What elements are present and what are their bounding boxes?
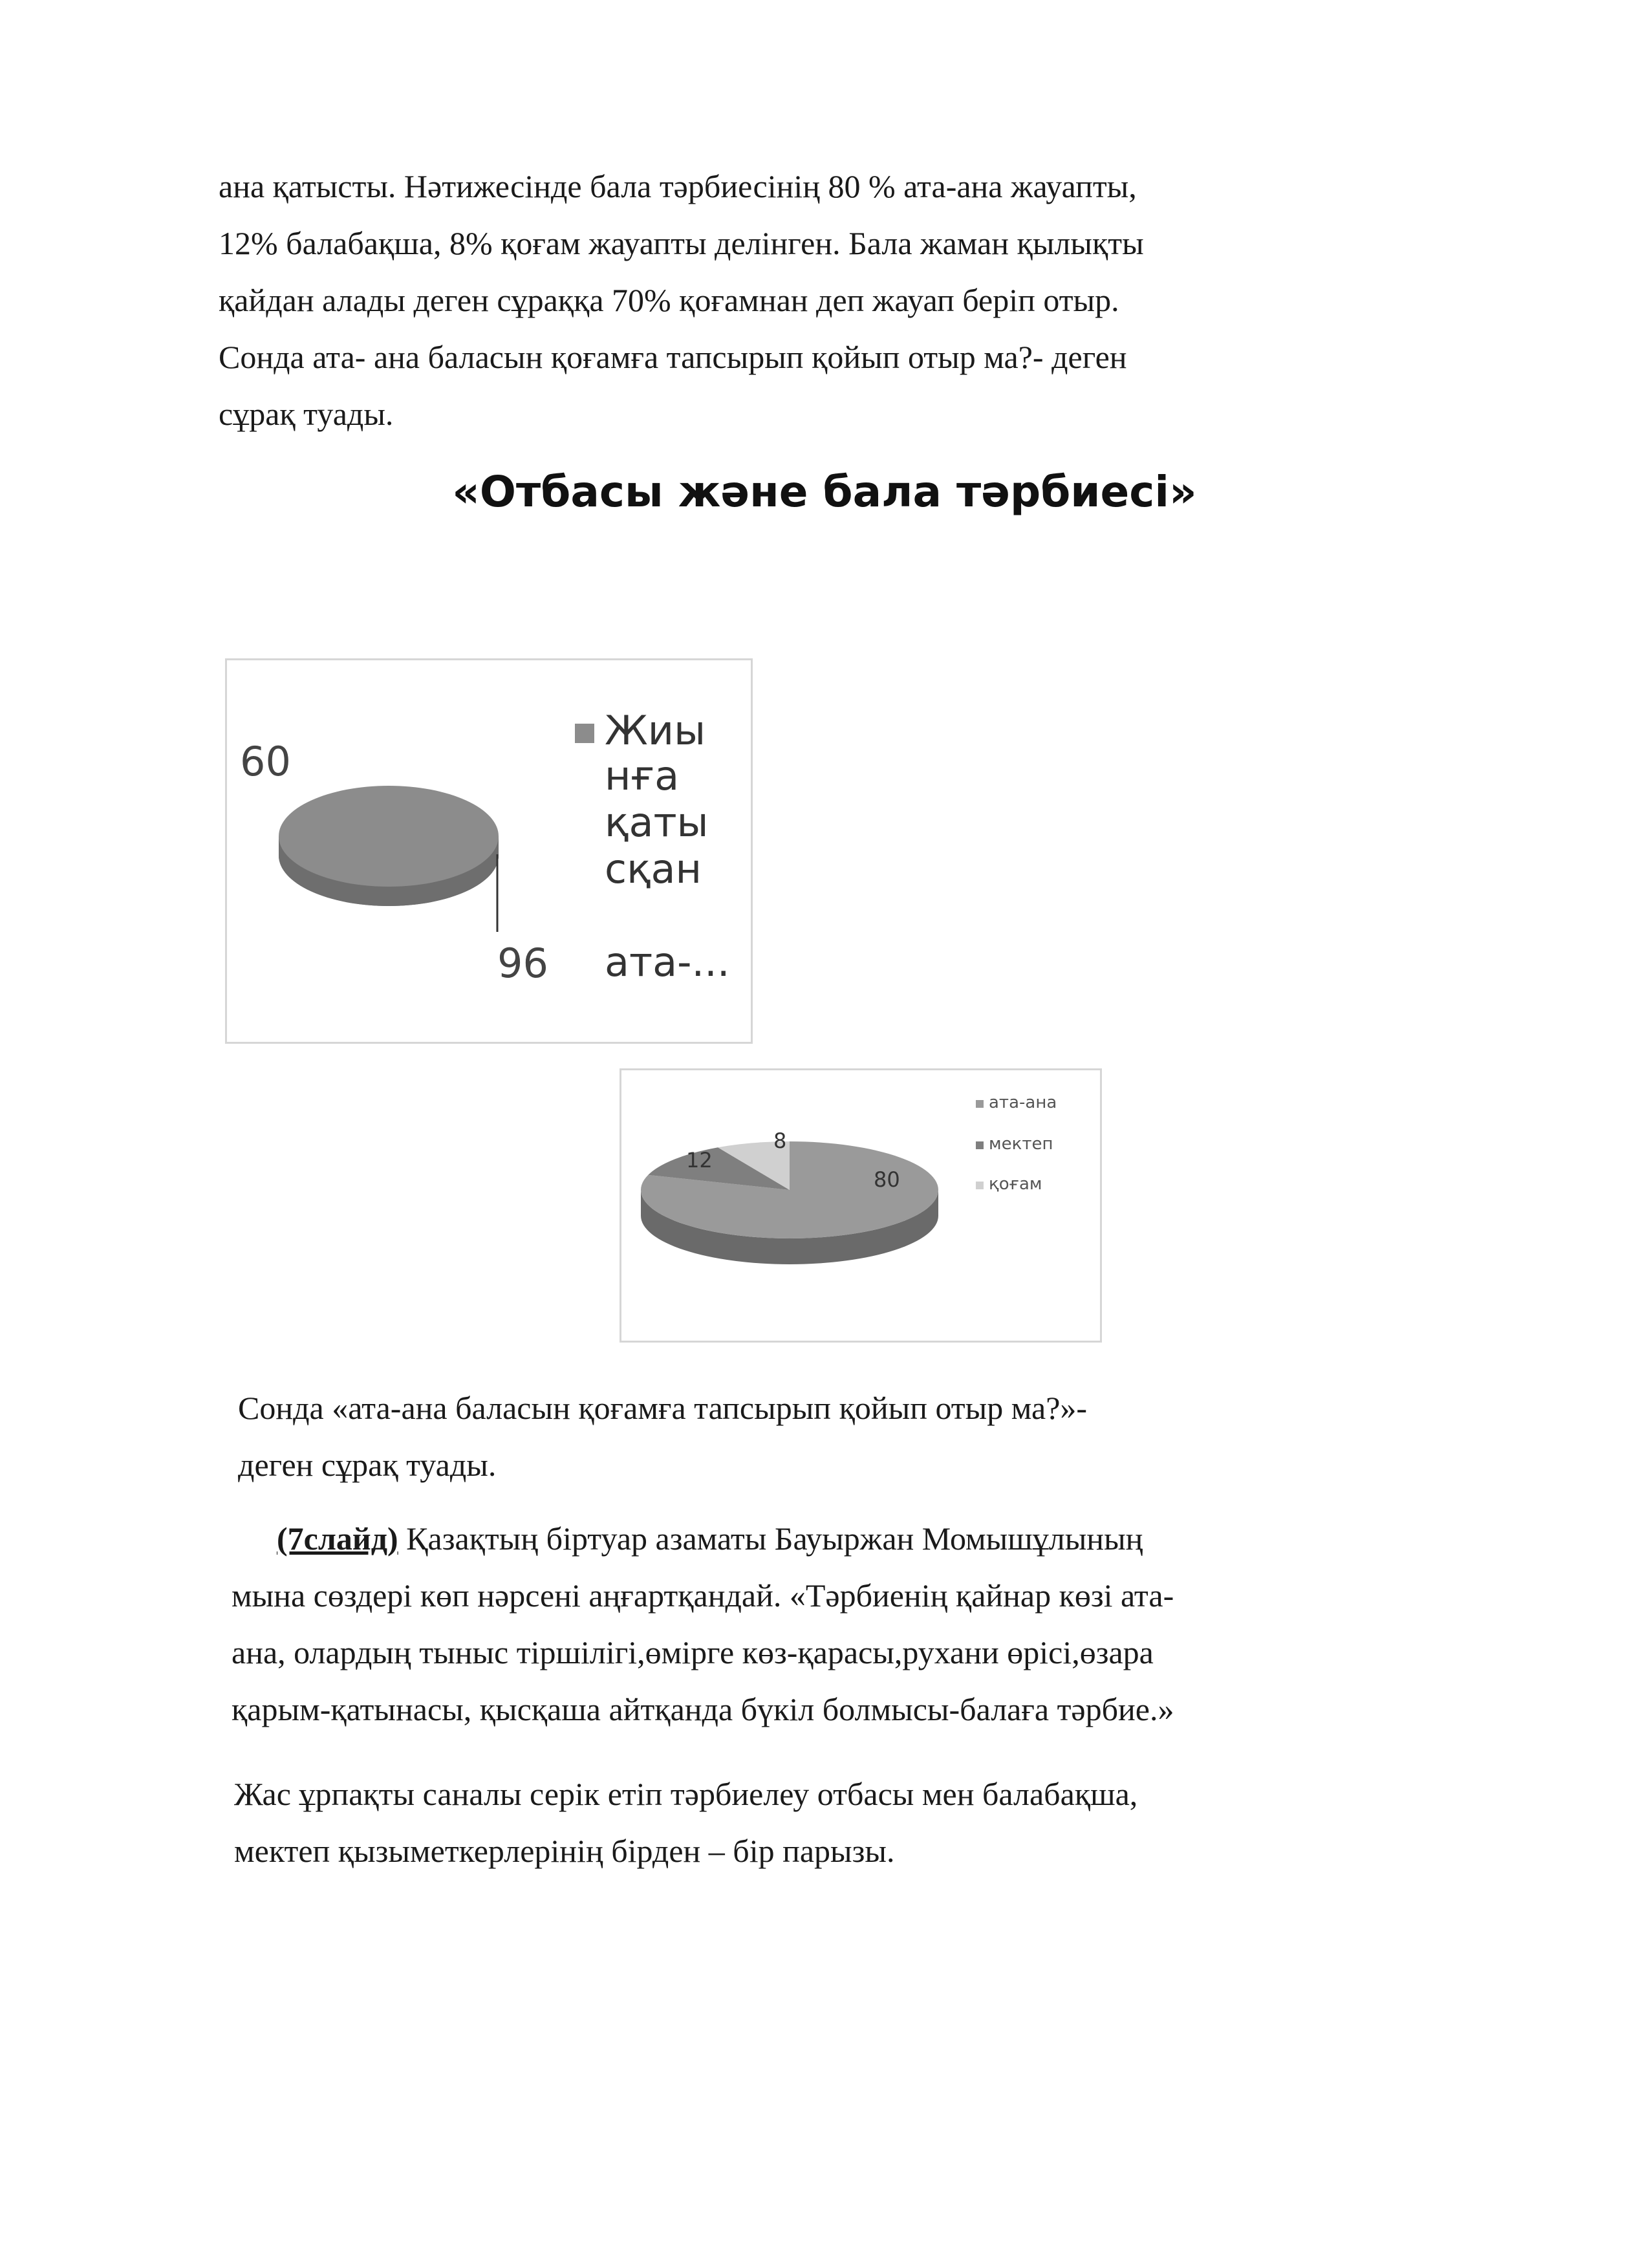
text-line: Жас ұрпақты саналы серік етіп тәрбиелеу отбасы мен балабақша, (234, 1776, 1138, 1812)
question-paragraph (238, 1379, 1087, 1493)
closing-paragraph (234, 1766, 1137, 1879)
pie-chart-1-svg (227, 660, 751, 1042)
pie2-data-label-ata-ana: 80 (874, 1167, 900, 1192)
pie1-legend-line: ата-... (605, 938, 730, 986)
pie-chart-1 (225, 658, 753, 1044)
text-line: Сонда «ата-ана баласын қоғамға тапсырып қойып отыр ма?»- (238, 1390, 1088, 1426)
text-line: Сонда ата- ана баласын қоғамға тапсырып қойып отыр ма?- деген (219, 339, 1127, 375)
pie2-legend-swatch-ata-ana (976, 1100, 984, 1108)
pie2-legend-ata-ana: ата-ана (989, 1093, 1057, 1112)
chart-title: «Отбасы және бала тәрбиесі» (452, 467, 1197, 517)
pie2-legend-swatch-qogam (976, 1182, 984, 1189)
text-line (232, 1510, 1174, 1567)
text-line: деген сұрақ туады. (238, 1447, 497, 1483)
text-line: ана қатысты. Нәтижесінде бала тәрбиесінің 80 % ата-ана жауапты, (219, 168, 1137, 204)
pie1-legend-line: нға (605, 752, 680, 799)
text-fragment: Қазақтың біртуар азаматы Бауыржан Момышұлының (398, 1520, 1143, 1557)
pie2-legend-mektep: мектеп (989, 1134, 1053, 1154)
pie2-data-label-qogam: 8 (773, 1129, 787, 1153)
text-line: қайдан алады деген сұраққа 70% қоғамнан деп жауап беріп отыр. (219, 282, 1119, 318)
quote-paragraph (232, 1510, 1174, 1738)
pie1-legend-line: сқан (605, 845, 702, 892)
pie1-slice-top (279, 786, 499, 887)
text-line: сұрақ туады. (219, 396, 394, 432)
text-line: мектеп қызыметкерлерінің бірден – бір парызы. (234, 1833, 895, 1869)
pie2-legend-qogam: қоғам (989, 1174, 1042, 1194)
pie-chart-2-svg (621, 1070, 1100, 1341)
pie2-data-label-mektep: 12 (686, 1148, 713, 1172)
text-line: 12% балабақша, 8% қоғам жауапты делінген. Бала жаман қылықты (219, 225, 1144, 261)
slide-label: (7слайд) (277, 1520, 398, 1557)
pie1-legend-line: қаты (605, 799, 709, 846)
pie1-legend-swatch (575, 724, 594, 743)
pie-chart-2 (620, 1068, 1102, 1343)
pie1-data-label-60: 60 (240, 738, 291, 785)
pie1-legend-line: Жиы (605, 707, 706, 754)
text-line: мына сөздері көп нәрсені аңғартқандай. «Тәрбиенің қайнар көзі ата- (232, 1577, 1174, 1614)
text-line: қарым-қатынасы, қысқаша айтқанда бүкіл болмысы-балаға тәрбие.» (232, 1691, 1174, 1727)
text-line: ана, олардың тыныс тіршілігі,өмірге көз-қарасы,рухани өрісі,өзара (232, 1634, 1154, 1670)
intro-paragraph (219, 158, 1144, 442)
pie2-legend-swatch-mektep (976, 1141, 984, 1149)
pie1-data-label-96: 96 (497, 940, 548, 987)
